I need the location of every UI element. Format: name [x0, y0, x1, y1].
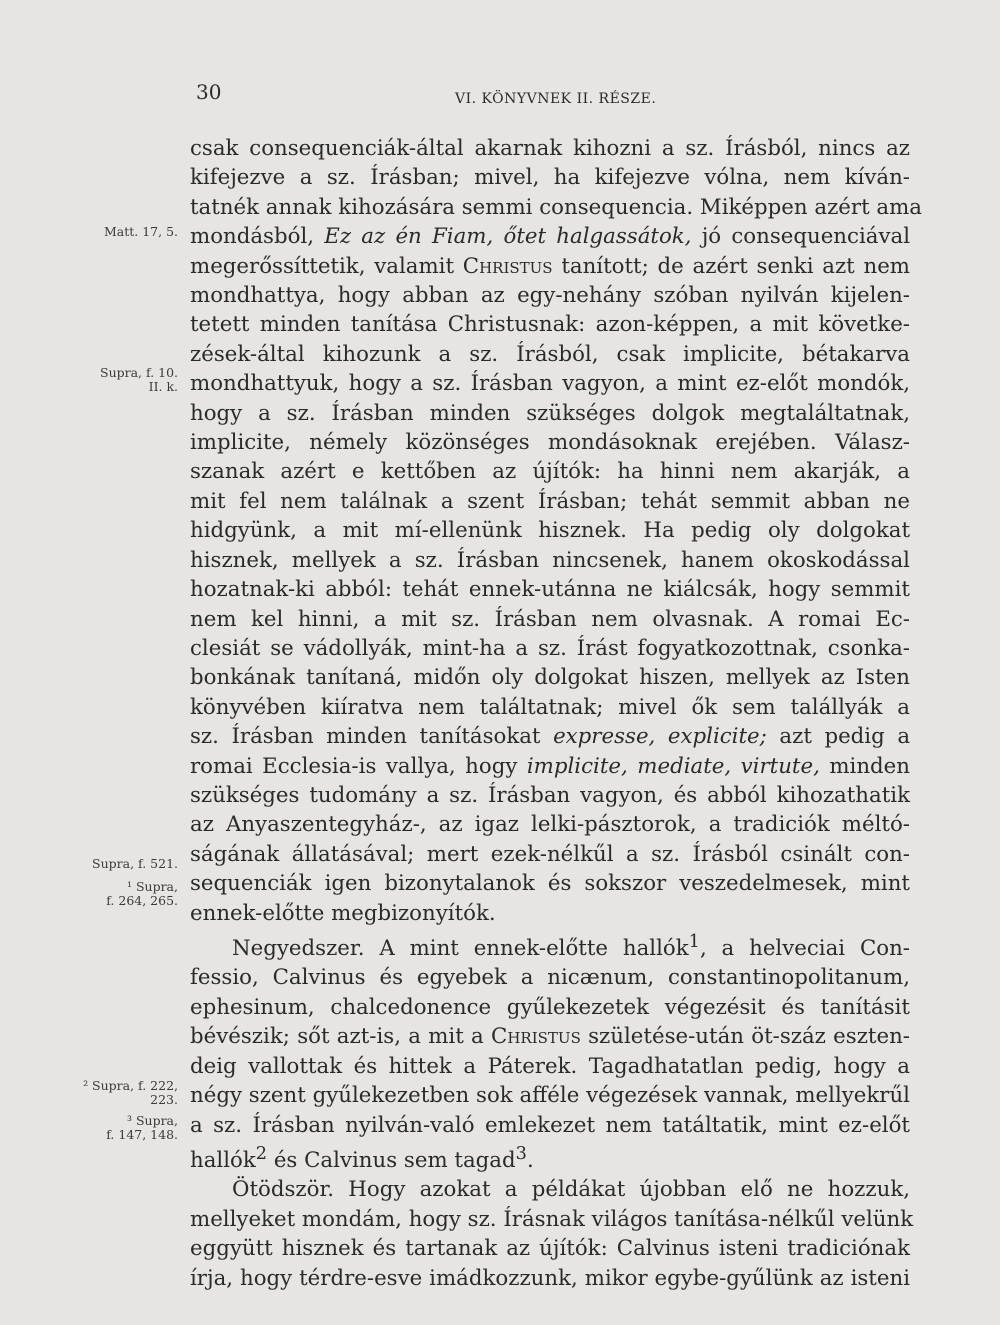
footnote-mark: 1	[688, 931, 700, 952]
text-line: nem kel hinni, a mit sz. Írásban nem olvasnak. A romai Ec-	[190, 606, 910, 632]
text-run: jó consequenciával	[691, 224, 911, 250]
text-line	[190, 928, 910, 964]
margin-note-line: ² Supra, f. 222,	[83, 1078, 178, 1093]
margin-note-line: II. k.	[148, 379, 178, 394]
text-line: mondhattya, hogy abban az egy-nehány szóban nyilván kijelen-	[190, 283, 910, 309]
text-line: hisznek, mellyek a sz. Írásban nincsenek, hanem okoskodással	[190, 547, 910, 573]
text-line: zések-által kihozunk a sz. Írásból, csak implicite, bétakarva	[190, 341, 910, 367]
text-line: sequenciák igen bizonytalanok és sokszor veszedelmesek, mint	[190, 871, 910, 897]
text-run: sz. Írásban minden tanításokat	[190, 724, 554, 750]
margin-note-line: f. 264, 265.	[106, 893, 178, 908]
text-line: szükséges tudomány a sz. Írásban vagyon, és abból kihozathatik	[190, 782, 910, 808]
text-line: mit fel nem találnak a szent Írásban; tehát semmit abban ne	[190, 488, 910, 514]
text-line: implicite, némely közönséges mondásoknak erejében. Válasz-	[190, 430, 910, 456]
margin-note-line: 223.	[150, 1092, 178, 1107]
footnote-mark: 2	[255, 1143, 268, 1164]
text-run: és Calvinus sem tagad	[267, 1148, 516, 1173]
text-line: ságának állatásával; mert ezek-nélkűl a sz. Írásból csinált con-	[190, 841, 910, 867]
latin-italic: expresse, explicite;	[553, 724, 767, 750]
margin-note: Matt. 17, 5.	[103, 224, 178, 239]
text-line: deig vallottak és hittek a Páterek. Tagadhatatlan pedig, hogy a	[190, 1053, 910, 1079]
footnote-mark: 3	[515, 1143, 527, 1164]
text-line	[190, 752, 910, 781]
text-line	[190, 222, 910, 251]
text-line: könyvében kiíratva nem találtatnak; mivel ők sem talállyák a	[190, 694, 910, 720]
text-line	[190, 1022, 910, 1051]
body-text	[190, 134, 922, 1293]
text-line: hozatnak-ki abból: tehát ennek-utánna ne kiálcsák, hogy semmit	[190, 577, 910, 603]
text-line: hogy a sz. Írásban minden szükséges dolgok megtaláltatnak,	[190, 400, 910, 426]
margin-note	[50, 1114, 178, 1142]
text-line: bonkának tanítaná, midőn oly dolgokat hiszen, mellyek az Isten	[190, 665, 910, 691]
text-run: , a helveciai Con-	[699, 936, 910, 962]
text-line	[190, 252, 910, 281]
text-line: Ötödször. Hogy azokat a példákat újobban elő ne hozzuk,	[232, 1177, 910, 1203]
text-run: tanított; de azért senki azt nem	[552, 253, 910, 279]
text-line: négy szent gyűlekezetben sok afféle végezések vannak, mellyekrűl	[190, 1083, 910, 1109]
margin-note	[50, 366, 178, 394]
quotation-italic: Ez az én Fiam, őtet halgassátok,	[324, 224, 692, 250]
margin-note-line: ³ Supra,	[126, 1113, 178, 1128]
text-run: hallók	[190, 1148, 256, 1173]
text-line: ennek-előtte megbizonyítók.	[190, 900, 496, 926]
margin-note	[50, 880, 178, 908]
margin-note-line: f. 147, 148.	[106, 1127, 178, 1142]
text-line: mondhattyuk, hogy a sz. Írásban vagyon, a mint ez-előt mondók,	[190, 371, 910, 397]
text-line: hidgyünk, a mit mí-ellenünk hisznek. Ha pedig oly dolgokat	[190, 518, 910, 544]
page-number: 30	[196, 80, 222, 104]
text-line: szanak azért e kettőben az újítók: ha hinni nem akarják, a	[190, 459, 910, 485]
running-head: VI. KÖNYVNEK II. RÉSZE.	[455, 91, 657, 107]
text-line: tetett minden tanítása Christusnak: azon-képpen, a mit követke-	[190, 312, 910, 338]
margin-note-line: Supra, f. 10.	[100, 365, 178, 380]
text-run: megerőssíttetik, valamit	[190, 253, 463, 279]
margin-note	[50, 1079, 178, 1107]
text-line: tatnék annak kihozására semmi consequencia. Miképpen azért ama	[190, 194, 922, 220]
text-line: clesiát se vádollyák, mint-ha a sz. Írást fogyatkozottnak, csonka-	[190, 635, 910, 661]
text-run: .	[526, 1148, 534, 1173]
text-line: csak consequenciák-által akarnak kihozni a sz. Írásból, nincs az	[190, 136, 910, 161]
text-run: romai Ecclesia-is vallya, hogy	[190, 753, 527, 779]
text-line	[190, 722, 910, 751]
text-run: születése-után öt-száz eszten-	[580, 1024, 911, 1050]
text-line: eggyütt hisznek és tartanak az újítók: Calvinus isteni tradiciónak	[190, 1236, 910, 1262]
margin-note: Supra, f. 521.	[92, 856, 178, 871]
text-line: fessio, Calvinus és egyebek a nicænum, constantinopolitanum,	[190, 965, 910, 991]
text-run: Negyedszer. A mint ennek-előtte hallók	[232, 936, 689, 962]
text-run: bévészik; sőt azt-is, a mit a	[190, 1024, 492, 1050]
margin-note-line: ¹ Supra,	[126, 879, 178, 894]
small-caps-name: Christus	[462, 253, 553, 279]
small-caps-name: Christus	[491, 1024, 581, 1050]
text-run: azt pedig a	[766, 724, 911, 750]
text-line: mellyeket mondám, hogy sz. Írásnak világos tanítása-nélkűl velünk	[190, 1206, 914, 1232]
text-line	[190, 1140, 910, 1176]
latin-italic: implicite, mediate, virtute,	[526, 753, 820, 779]
text-line: írja, hogy térdre-esve imádkozzunk, mikor egybe-gyűlünk az isteni	[190, 1265, 910, 1291]
text-line: a sz. Írásban nyilván-való emlekezet nem tatáltatik, mint ez-előt	[190, 1112, 910, 1138]
text-line: ephesinum, chalcedonence gyűlekezetek végezésit és tanításit	[190, 994, 910, 1020]
text-run: mondásból,	[190, 224, 325, 250]
text-run: minden	[819, 753, 910, 779]
text-line: az Anyaszentegyház-, az igaz lelki-pásztorok, a tradiciók méltó-	[190, 812, 910, 838]
text-line: kifejezve a sz. Írásban; mivel, ha kifejezve vólna, nem kíván-	[190, 165, 910, 191]
